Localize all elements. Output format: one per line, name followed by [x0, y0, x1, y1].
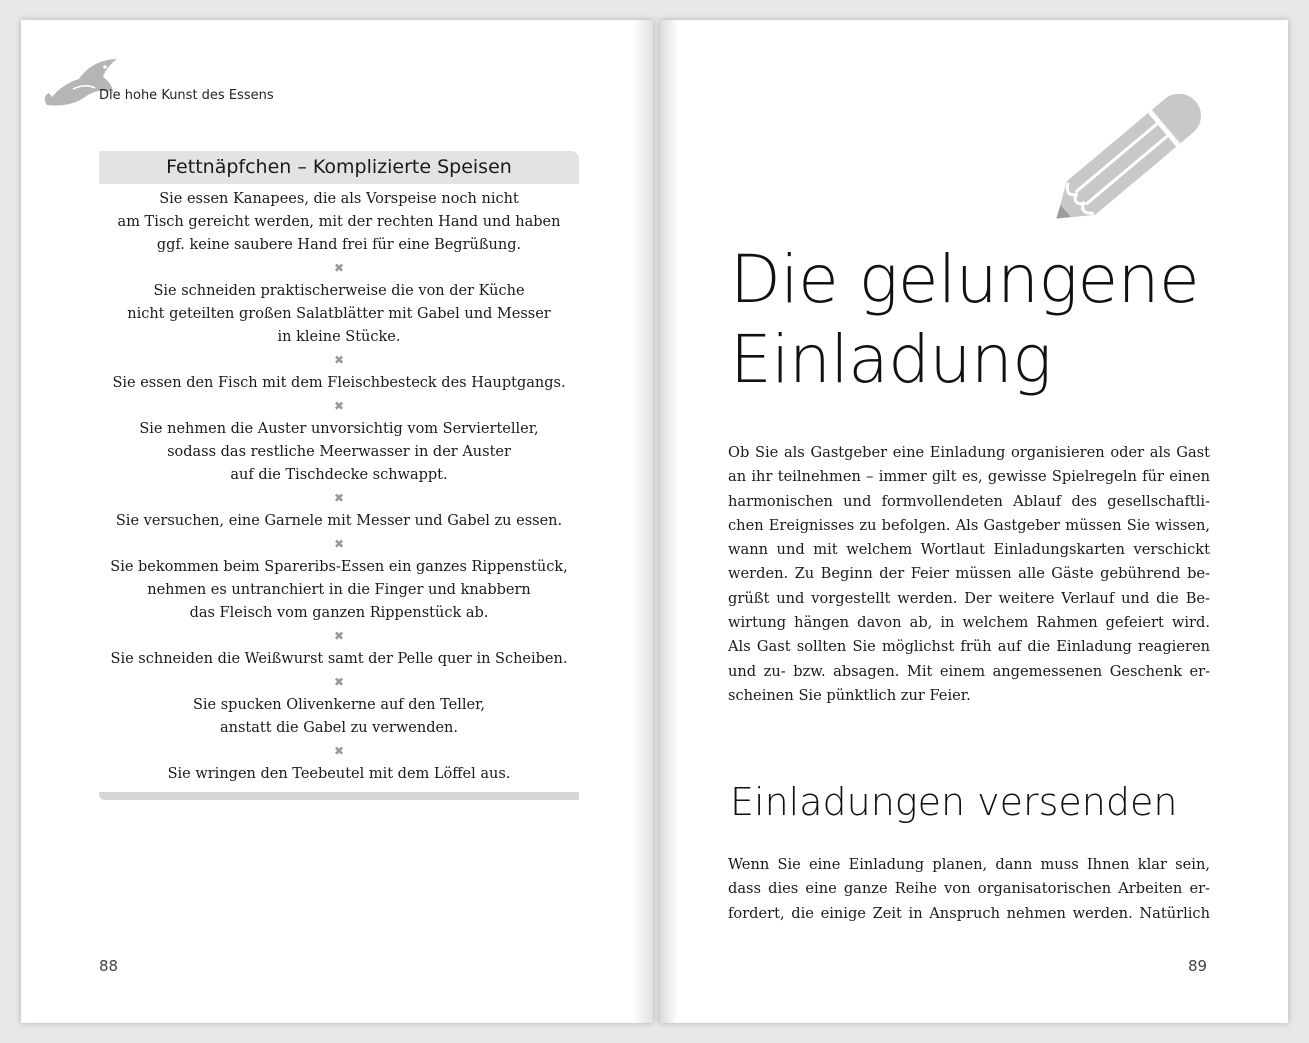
text-line: chen Ereignisses zu befolgen. Als Gastgeber müssen Sie wissen, [728, 516, 1210, 534]
tip-box-footer [99, 792, 579, 800]
page-number-left: 88 [99, 957, 119, 975]
text-line: Als Gast sollten Sie möglichst früh auf die Einladung reagieren [728, 638, 1210, 656]
tip-item-line: Sie spucken Olivenkerne auf den Teller, [192, 697, 486, 713]
page-number-right: 89 [1188, 957, 1208, 975]
tip-box-body [99, 184, 579, 786]
tip-item-line: am Tisch gereicht werden, mit der rechten Hand und haben [117, 214, 561, 230]
tip-item-line: Sie schneiden die Weißwurst samt der Pelle quer in Scheiben. [110, 651, 568, 667]
pencil-icon [1030, 70, 1220, 260]
section-title: Einladungen versenden [730, 780, 1178, 824]
tip-item-line: in kleine Stücke. [277, 329, 401, 345]
text-line: harmonischen und formvollendeten Ablauf des gesellschaftli- [728, 492, 1210, 510]
tip-item [99, 556, 579, 625]
tip-item [99, 694, 579, 740]
separator-x-icon: ✖ [333, 675, 345, 689]
right-page [660, 20, 1288, 1023]
tip-box [99, 151, 579, 800]
separator-x-icon: ✖ [333, 537, 345, 551]
fish-icon [43, 55, 123, 115]
tip-item-line: ggf. keine saubere Hand frei für eine Begrüßung. [156, 237, 522, 253]
section-paragraph [728, 853, 1210, 926]
tip-item-line: anstatt die Gabel zu verwenden. [219, 720, 459, 736]
text-line: wann und mit welchem Wortlaut Einladungskarten verschickt [728, 541, 1210, 559]
text-line: wirtung hängen davon ab, in welchem Rahmen gefeiert wird. [728, 614, 1210, 632]
tip-item-line: Sie schneiden praktischerweise die von der Küche [153, 283, 525, 299]
separator-x-icon: ✖ [333, 399, 345, 413]
chapter-title-line-2: Einladung [730, 321, 1052, 398]
text-line: fordert, die einige Zeit in Anspruch nehmen werden. Natürlich [728, 904, 1210, 922]
separator-x-icon: ✖ [333, 629, 345, 643]
text-line: scheinen Sie pünktlich zur Feier. [728, 686, 971, 704]
tip-item-line: Sie essen den Fisch mit dem Fleischbesteck des Hauptgangs. [112, 375, 566, 391]
chapter-title [730, 240, 1199, 400]
tip-item-line: Sie bekommen beim Spareribs-Essen ein ganzes Rippenstück, [110, 559, 568, 575]
text-line: an ihr teilnehmen – immer gilt es, gewisse Spielregeln für einen [728, 468, 1210, 486]
left-page [21, 20, 653, 1023]
tip-item-line: auf die Tischdecke schwappt. [230, 467, 448, 483]
separator-x-icon: ✖ [333, 491, 345, 505]
separator-x-icon: ✖ [333, 261, 345, 275]
text-line: und zu- bzw. absagen. Mit einem angemessenen Geschenk er- [728, 662, 1210, 680]
running-head: Die hohe Kunst des Essens [99, 88, 274, 103]
tip-item-line: Sie nehmen die Auster unvorsichtig vom Servierteller, [139, 421, 539, 437]
tip-item-line: Sie wringen den Teebeutel mit dem Löffel aus. [167, 766, 511, 782]
text-line: Wenn Sie eine Einladung planen, dann muss Ihnen klar sein, [728, 856, 1210, 873]
tip-item-line: Sie essen Kanapees, die als Vorspeise noch nicht [159, 191, 519, 207]
separator-x-icon: ✖ [333, 744, 345, 758]
tip-item [99, 372, 579, 395]
text-line: werden. Zu Beginn der Feier müssen alle Gäste gebührend be- [728, 565, 1210, 583]
tip-item-line: Sie versuchen, eine Garnele mit Messer und Gabel zu essen. [115, 513, 563, 529]
tip-box-title: Fettnäpfchen – Komplizierte Speisen [99, 151, 579, 184]
chapter-title-line-1: Die gelungene [730, 241, 1200, 318]
tip-item-line: das Fleisch vom ganzen Rippenstück ab. [189, 605, 489, 621]
tip-item [99, 648, 579, 671]
intro-paragraph [728, 441, 1210, 708]
tip-item-line: nehmen es untranchiert in die Finger und knabbern [147, 582, 531, 598]
tip-item-line: sodass das restliche Meerwasser in der Auster [167, 444, 511, 460]
tip-item [99, 188, 579, 257]
tip-item [99, 280, 579, 349]
tip-item [99, 510, 579, 533]
text-line: dass dies eine ganze Reihe von organisatorischen Arbeiten er- [728, 880, 1210, 898]
tip-item-line: nicht geteilten großen Salatblätter mit Gabel und Messer [127, 306, 551, 322]
gutter-shadow [660, 20, 678, 1023]
tip-item [99, 763, 579, 786]
text-line: grüßt und vorgestellt werden. Der weitere Verlauf und die Be- [728, 589, 1210, 607]
text-line: Ob Sie als Gastgeber eine Einladung organisieren oder als Gast [728, 444, 1210, 461]
gutter-shadow [632, 20, 653, 1023]
separator-x-icon: ✖ [333, 353, 345, 367]
tip-item [99, 418, 579, 487]
